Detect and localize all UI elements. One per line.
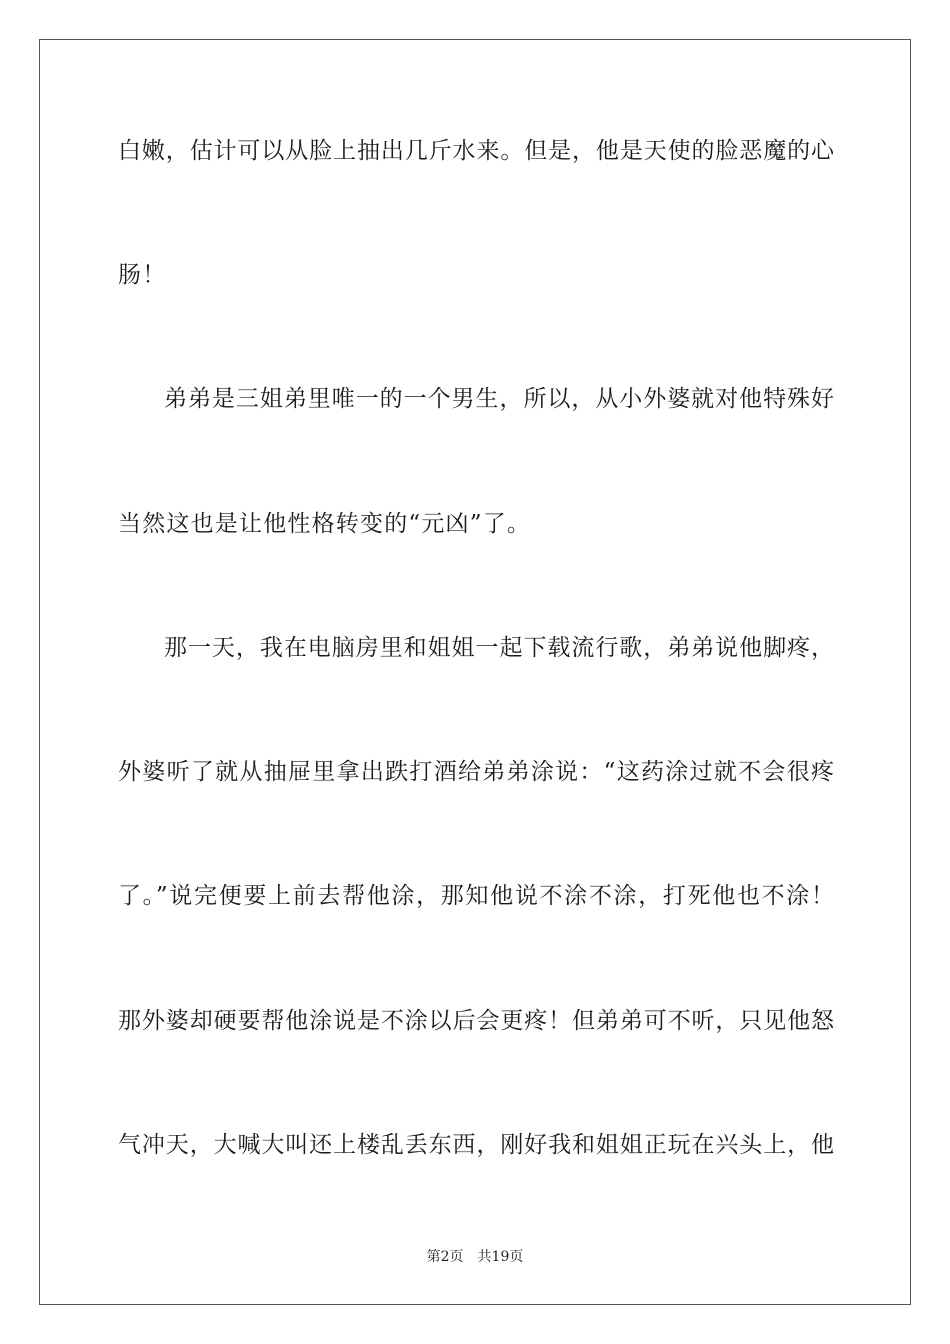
text-line: 了。”说完便要上前去帮他涂，那知他说不涂不涂，打死他也不涂！ xyxy=(118,883,834,909)
page-footer xyxy=(0,1248,950,1266)
text-line: 气冲天，大喊大叫还上楼乱丢东西，刚好我和姐姐正玩在兴头上，他 xyxy=(118,1132,834,1158)
text-line: 外婆听了就从抽屉里拿出跌打酒给弟弟涂说：“这药涂过就不会很疼 xyxy=(118,759,834,785)
text-line: 弟弟是三姐弟里唯一的一个男生，所以，从小外婆就对他特殊好 xyxy=(164,386,834,412)
text-line: 肠！ xyxy=(118,262,167,288)
text-line: 那一天，我在电脑房里和姐姐一起下载流行歌，弟弟说他脚疼， xyxy=(164,635,834,661)
page-number: 第2页 xyxy=(426,1249,464,1265)
text-line: 那外婆却硬要帮他涂说是不涂以后会更疼！但弟弟可不听，只见他怒 xyxy=(118,1008,834,1034)
text-line: 白嫩，估计可以从脸上抽出几斤水来。但是，他是天使的脸恶魔的心 xyxy=(118,138,834,164)
page-total: 共19页 xyxy=(477,1249,524,1265)
text-line: 当然这也是让他性格转变的“元凶”了。 xyxy=(118,511,532,537)
page-border xyxy=(39,39,911,1305)
